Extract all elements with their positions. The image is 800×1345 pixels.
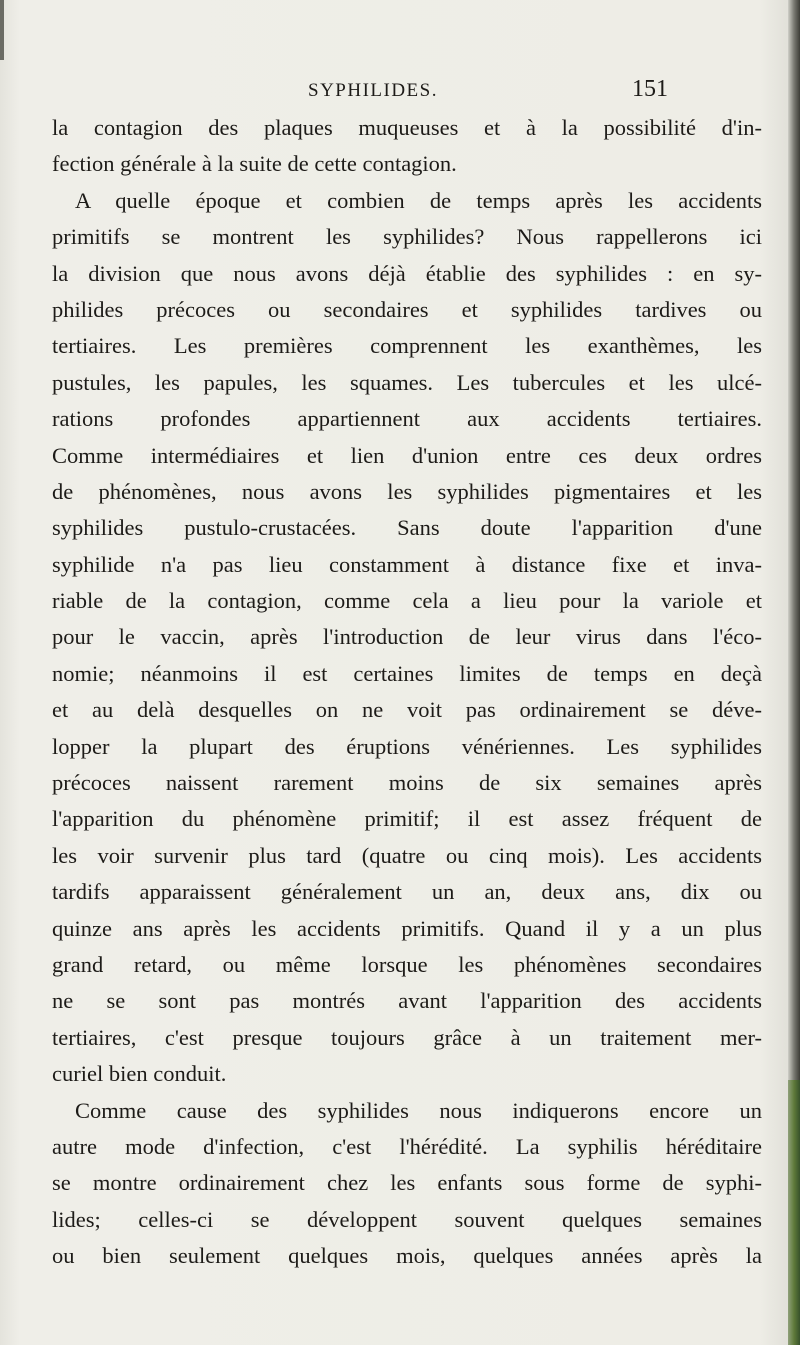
text-line: l'apparition du phénomène primitif; il est assez fréquent de — [52, 806, 762, 832]
text-line: nomie; néanmoins il est certaines limites de temps en deçà — [52, 660, 762, 686]
text-line: Comme cause des syphilides nous indiquerons encore un — [75, 1097, 762, 1123]
text-line: lides; celles-ci se développent souvent quelques semaines — [52, 1206, 762, 1232]
running-head — [0, 76, 800, 110]
text-line: pustules, les papules, les squames. Les tubercules et les ulcé- — [52, 369, 762, 395]
text-line: grand retard, ou même lorsque les phénomènes secondaires — [52, 951, 762, 977]
text-line: Comme intermédiaires et lien d'union entre ces deux ordres — [52, 442, 762, 468]
text-line: de phénomènes, nous avons les syphilides pigmentaires et les — [52, 478, 762, 504]
text-line: lopper la plupart des éruptions vénériennes. Les syphilides — [52, 733, 762, 759]
text-line: A quelle époque et combien de temps après les accidents — [75, 187, 762, 213]
body-text — [52, 110, 762, 1275]
text-line: tertiaires. Les premières comprennent les exanthèmes, les — [52, 333, 762, 359]
page-number: 151 — [632, 76, 668, 102]
text-line: ne se sont pas montrés avant l'apparition des accidents — [52, 988, 762, 1014]
text-line: et au delà desquelles on ne voit pas ordinairement se déve- — [52, 697, 762, 723]
text-line: rations profondes appartiennent aux accidents tertiaires. — [52, 406, 762, 432]
text-line: syphilide n'a pas lieu constamment à distance fixe et inva- — [52, 551, 762, 577]
text-line: tardifs apparaissent généralement un an, deux ans, dix ou — [52, 879, 762, 905]
text-line: curiel bien conduit. — [52, 1061, 227, 1087]
text-line: ou bien seulement quelques mois, quelques années après la — [52, 1243, 762, 1269]
text-line: se montre ordinairement chez les enfants sous forme de syphi- — [52, 1170, 762, 1196]
text-line: philides précoces ou secondaires et syphilides tardives ou — [52, 296, 762, 322]
text-line: autre mode d'infection, c'est l'hérédité. La syphilis héréditaire — [52, 1133, 762, 1159]
text-line: fection générale à la suite de cette contagion. — [52, 151, 457, 177]
text-line: pour le vaccin, après l'introduction de leur virus dans l'éco- — [52, 624, 762, 650]
page-edge-left — [0, 0, 4, 60]
text-line: primitifs se montrent les syphilides? Nous rappellerons ici — [52, 224, 762, 250]
page-edge-right-bottom — [788, 1080, 800, 1345]
text-line: la division que nous avons déjà établie des syphilides : en sy- — [52, 260, 762, 286]
text-line: riable de la contagion, comme cela a lieu pour la variole et — [52, 588, 762, 614]
text-line: la contagion des plaques muqueuses et à la possibilité d'in- — [52, 115, 762, 140]
running-head-title: SYPHILIDES. — [308, 80, 438, 101]
text-line: quinze ans après les accidents primitifs. Quand il y a un plus — [52, 915, 762, 941]
text-line: tertiaires, c'est presque toujours grâce à un traitement mer- — [52, 1024, 762, 1050]
text-line: précoces naissent rarement moins de six semaines après — [52, 770, 762, 796]
text-line: les voir survenir plus tard (quatre ou cinq mois). Les accidents — [52, 842, 762, 868]
text-line: syphilides pustulo-crustacées. Sans doute l'apparition d'une — [52, 515, 762, 541]
